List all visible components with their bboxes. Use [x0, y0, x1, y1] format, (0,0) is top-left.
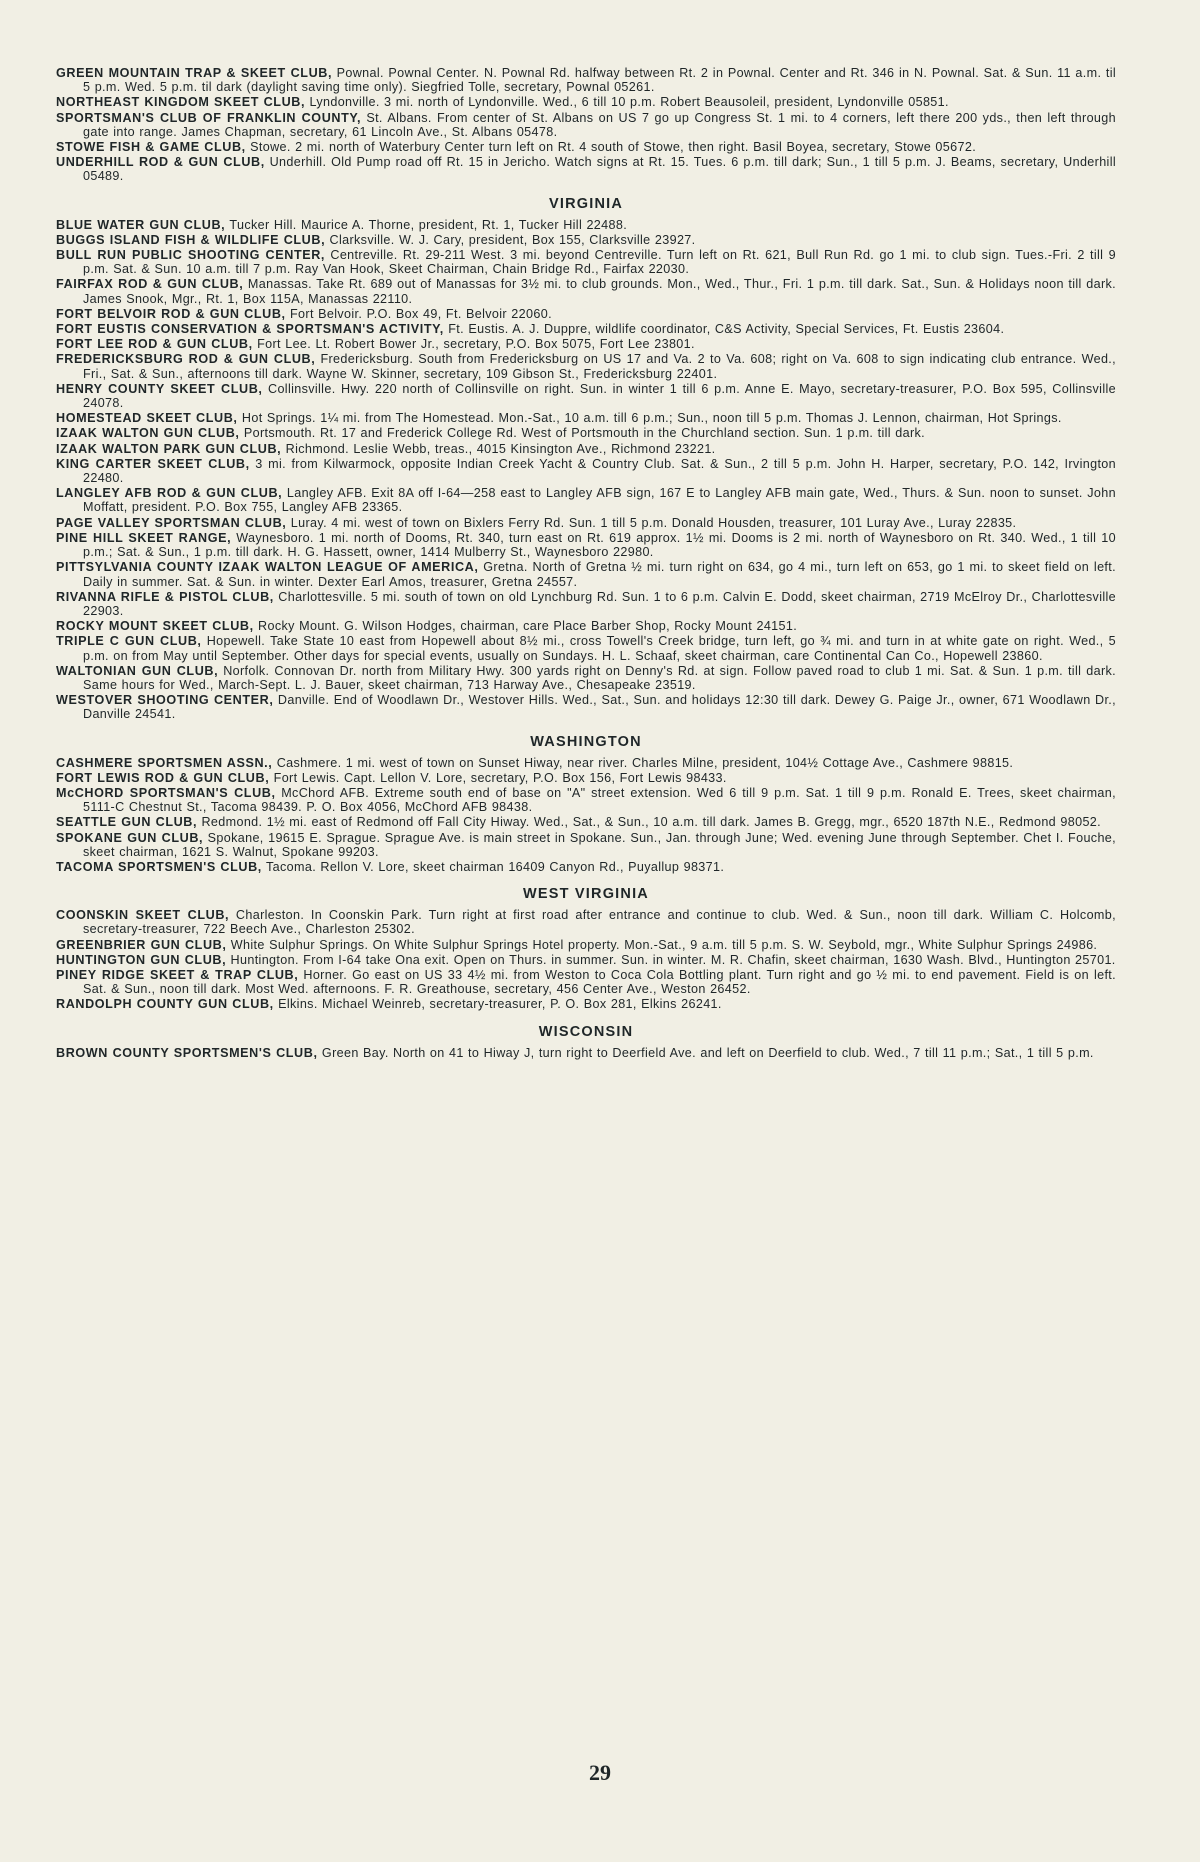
- club-details: Huntington. From I-64 take Ona exit. Open on Thurs. in summer. Sun. in winter. M. R. Chafin, skeet chairman, 1630 Wash. Blvd., Huntington 25701.: [230, 952, 1116, 967]
- club-entry: [56, 233, 1116, 247]
- state-heading: WISCONSIN: [538, 1023, 634, 1040]
- club-name: PAGE VALLEY SPORTSMAN CLUB,: [56, 515, 287, 530]
- club-entry: [56, 771, 1116, 785]
- club-details: Underhill. Old Pump road off Rt. 15 in Jericho. Watch signs at Rt. 15. Tues. 6 p.m. till dark; Sun., 1 till 5 p.m. J. Beams, secretary, Underhill 05489.: [83, 155, 1116, 184]
- club-entry: [56, 248, 1116, 276]
- state-heading: WASHINGTON: [530, 733, 642, 750]
- club-details: Norfolk. Connovan Dr. north from Military Hwy. 300 yards right on Denny's Rd. at sign. Follow paved road to club 1 mi. Sat. & Sun. 1 p.m. till dark. Same hours for Wed., March-Sept. L. J. Bauer, skeet chairman, 713 Harway Ave., Chesapeake 23519.: [83, 663, 1116, 692]
- club-details: Fort Lee. Lt. Robert Bower Jr., secretary, P.O. Box 5075, Fort Lee 23801.: [257, 337, 695, 352]
- club-details: Cashmere. 1 mi. west of town on Sunset Hiway, near river. Charles Milne, president, 104½ Cottage Ave., Cashmere 98815.: [276, 755, 1014, 770]
- club-name: RANDOLPH COUNTY GUN CLUB,: [56, 997, 274, 1012]
- club-entry: [56, 111, 1116, 139]
- club-entry: [56, 486, 1116, 514]
- club-details: Langley AFB. Exit 8A off I-64—258 east to Langley AFB sign, 167 E to Langley AFB main gate, Wed., Thurs. & Sun. noon to sunset. John Moffatt, president. P.O. Box 755, Langley AFB 23365.: [83, 486, 1116, 515]
- club-details: White Sulphur Springs. On White Sulphur Springs Hotel property. Mon.-Sat., 9 a.m. till 5 p.m. S. W. Seybold, mgr., White Sulphur Springs 24986.: [230, 937, 1098, 952]
- club-details: Hot Springs. 1¼ mi. from The Homestead. Mon.-Sat., 10 a.m. till 6 p.m.; Sun., noon till 5 p.m. Thomas J. Lennon, chairman, Hot Springs.: [241, 411, 1062, 426]
- club-name: FORT EUSTIS CONSERVATION & SPORTSMAN'S ACTIVITY,: [56, 322, 444, 337]
- club-name: ROCKY MOUNT SKEET CLUB,: [56, 619, 254, 634]
- club-name: STOWE FISH & GAME CLUB,: [56, 140, 246, 155]
- club-entry: [56, 968, 1116, 996]
- club-name: FORT LEE ROD & GUN CLUB,: [56, 337, 253, 352]
- club-entry: [56, 442, 1116, 456]
- club-entry: [56, 352, 1116, 380]
- club-name: COONSKIN SKEET CLUB,: [56, 908, 230, 923]
- club-entry: [56, 531, 1116, 559]
- club-name: PINEY RIDGE SKEET & TRAP CLUB,: [56, 967, 299, 982]
- club-name: FORT LEWIS ROD & GUN CLUB,: [56, 770, 270, 785]
- club-entry: [56, 426, 1116, 440]
- club-name: BROWN COUNTY SPORTSMEN'S CLUB,: [56, 1045, 318, 1060]
- club-name: NORTHEAST KINGDOM SKEET CLUB,: [56, 95, 306, 110]
- club-entry: [56, 218, 1116, 232]
- club-entry: [56, 938, 1116, 952]
- club-entry: [56, 66, 1116, 94]
- club-entry: [56, 95, 1116, 109]
- club-details: Ft. Eustis. A. J. Duppre, wildlife coordinator, C&S Activity, Special Services, Ft. Eustis 23604.: [448, 322, 1005, 337]
- club-name: HOMESTEAD SKEET CLUB,: [56, 411, 238, 426]
- club-details: Charlottesville. 5 mi. south of town on old Lynchburg Rd. Sun. 1 to 6 p.m. Calvin E. Dodd, skeet chairman, 2719 McElroy Dr., Charlottesville 22903.: [83, 589, 1116, 618]
- club-details: Tucker Hill. Maurice A. Thorne, president, Rt. 1, Tucker Hill 22488.: [229, 217, 628, 232]
- club-details: Green Bay. North on 41 to Hiway J, turn right to Deerfield Ave. and left on Deerfield to club. Wed., 7 till 11 p.m.; Sat., 1 till 5 p.m.: [321, 1045, 1094, 1060]
- club-name: HENRY COUNTY SKEET CLUB,: [56, 381, 263, 396]
- club-name: McCHORD SPORTSMAN'S CLUB,: [56, 785, 276, 800]
- club-name: PITTSYLVANIA COUNTY IZAAK WALTON LEAGUE OF AMERICA,: [56, 560, 479, 575]
- club-details: Centreville. Rt. 29-211 West. 3 mi. beyond Centreville. Turn left on Rt. 621, Bull Run Rd. go 1 mi. to club sign. Tues.-Fri. 2 till 9 p.m. Sat. & Sun. 10 a.m. till 7 p.m. Ray Van Hook, Skeet Chairman, Chain Bridge Rd., Fairfax 22030.: [83, 248, 1116, 277]
- club-entry: [56, 908, 1116, 936]
- club-details: Elkins. Michael Weinreb, secretary-treasurer, P. O. Box 281, Elkins 26241.: [278, 997, 722, 1012]
- club-details: Clarksville. W. J. Cary, president, Box 155, Clarksville 23927.: [329, 232, 696, 247]
- club-name: IZAAK WALTON GUN CLUB,: [56, 426, 240, 441]
- club-entry: [56, 860, 1116, 874]
- club-name: UNDERHILL ROD & GUN CLUB,: [56, 155, 265, 170]
- club-entry: [56, 382, 1116, 410]
- club-details: Stowe. 2 mi. north of Waterbury Center turn left on Rt. 4 south of Stowe, then right. Basil Boyea, secretary, Stowe 05672.: [250, 140, 977, 155]
- club-details: Fort Lewis. Capt. Lellon V. Lore, secretary, P.O. Box 156, Fort Lewis 98433.: [273, 770, 727, 785]
- club-entry: [56, 322, 1116, 336]
- club-details: Danville. End of Woodlawn Dr., Westover Hills. Wed., Sat., Sun. and holidays 12:30 till dark. Dewey G. Paige Jr., owner, 671 Woodlawn Dr., Danville 24541.: [83, 693, 1116, 722]
- club-details: Waynesboro. 1 mi. north of Dooms, Rt. 340, turn east on Rt. 619 approx. 1½ mi. Dooms is 2 mi. north of Waynesboro on Rt. 340. Wed., 1 till 10 p.m.; Sat. & Sun., 1 p.m. till dark. H. G. Hassett, owner, 1414 Mulberry St., Waynesboro 22980.: [83, 530, 1116, 560]
- club-entry: [56, 560, 1116, 588]
- club-name: WESTOVER SHOOTING CENTER,: [56, 693, 274, 708]
- club-details: Richmond. Leslie Webb, treas., 4015 Kinsington Ave., Richmond 23221.: [285, 441, 716, 456]
- club-details: Collinsville. Hwy. 220 north of Collinsville on right. Sun. in winter 1 till 6 p.m. Anne E. Mayo, secretary-treasurer, P.O. Box 595, Collinsville 24078.: [83, 381, 1116, 411]
- club-name: BUGGS ISLAND FISH & WILDLIFE CLUB,: [56, 232, 326, 247]
- club-name: WALTONIAN GUN CLUB,: [56, 663, 219, 678]
- state-section: [56, 196, 1116, 722]
- club-name: LANGLEY AFB ROD & GUN CLUB,: [56, 486, 283, 501]
- club-name: SPORTSMAN'S CLUB OF FRANKLIN COUNTY,: [56, 110, 362, 125]
- club-name: TACOMA SPORTSMEN'S CLUB,: [56, 859, 262, 874]
- club-name: CASHMERE SPORTSMEN ASSN.,: [56, 755, 273, 770]
- state-section: [56, 734, 1116, 875]
- club-name: HUNTINGTON GUN CLUB,: [56, 952, 227, 967]
- club-entry: [56, 693, 1116, 721]
- state-heading: WEST VIRGINIA: [523, 886, 649, 903]
- club-entry: [56, 815, 1116, 829]
- club-details: 3 mi. from Kilwarmock, opposite Indian Creek Yacht & Country Club. Sat. & Sun., 2 till 5 p.m. John H. Harper, secretary, P.O. 142, Irvington 22480.: [83, 456, 1116, 486]
- club-entry: [56, 786, 1116, 814]
- club-details: Manassas. Take Rt. 689 out of Manassas for 3½ mi. to club grounds. Mon., Wed., Thur., Fri. 1 p.m. till dark. Sat., Sun. & Holidays noon till dark. James Snook, Mgr., Rt. 1, Box 115A, Manassas 22110.: [83, 277, 1116, 306]
- club-entry: [56, 277, 1116, 305]
- club-details: Fort Belvoir. P.O. Box 49, Ft. Belvoir 22060.: [290, 306, 552, 321]
- club-entry: [56, 155, 1116, 183]
- club-details: Fredericksburg. South from Fredericksburg on US 17 and Va. 2 to Va. 608; right on Va. 608 to sign indicating club entrance. Wed., Fri., Sat. & Sun., afternoons till dark. Wayne W. Skinner, secretary, 109 Gibson St., Fredericksburg 22401.: [83, 352, 1116, 381]
- club-details: McChord AFB. Extreme south end of base on "A" street extension. Wed 6 till 9 p.m. Sat. 1 till 9 p.m. Ronald E. Trees, skeet chairman, 5111-C Chestnut St., Tacoma 98439. P. O. Box 4056, McChord AFB 98438.: [83, 785, 1116, 815]
- state-section: [56, 66, 1116, 184]
- club-entry: [56, 307, 1116, 321]
- club-name: SPOKANE GUN CLUB,: [56, 830, 204, 845]
- club-name: PINE HILL SKEET RANGE,: [56, 530, 232, 545]
- club-details: Horner. Go east on US 33 4½ mi. from Weston to Coca Cola Bottling plant. Turn right and go ½ mi. to end pavement. Field is on left. Sat. & Sun., noon till dark. Most Wed. afternoons. F. R. Greathouse, secretary, 456 Center Ave., Weston 26452.: [83, 967, 1116, 997]
- club-name: SEATTLE GUN CLUB,: [56, 815, 198, 830]
- club-entry: [56, 1046, 1116, 1060]
- club-entry: [56, 831, 1116, 859]
- club-details: Redmond. 1½ mi. east of Redmond off Fall City Hiway. Wed., Sat., & Sun., 10 a.m. till dark. James B. Gregg, mgr., 6520 187th N.E., Redmond 98052.: [201, 815, 1102, 830]
- club-name: FAIRFAX ROD & GUN CLUB,: [56, 277, 244, 292]
- page-number: 29: [589, 1760, 611, 1785]
- club-name: FORT BELVOIR ROD & GUN CLUB,: [56, 306, 286, 321]
- club-name: GREEN MOUNTAIN TRAP & SKEET CLUB,: [56, 66, 333, 80]
- club-name: GREENBRIER GUN CLUB,: [56, 937, 227, 952]
- state-section: [56, 1024, 1116, 1060]
- club-entry: [56, 664, 1116, 692]
- club-details: Portsmouth. Rt. 17 and Frederick College Rd. West of Portsmouth in the Churchland section. Sun. 1 p.m. till dark.: [243, 426, 926, 441]
- club-entry: [56, 756, 1116, 770]
- club-details: Spokane, 19615 E. Sprague. Sprague Ave. is main street in Spokane. Sun., Jan. through June; Wed. evening June through September. Chet I. Fouche, skeet chairman, 1621 S. Walnut, Spokane 99203.: [83, 830, 1116, 859]
- club-details: St. Albans. From center of St. Albans on US 7 go up Congress St. 1 mi. to 4 corners, left there 200 yds., then left through gate into range. James Chapman, secretary, 61 Lincoln Ave., St. Albans 05478.: [83, 110, 1116, 139]
- club-details: Pownal. Pownal Center. N. Pownal Rd. halfway between Rt. 2 in Pownal. Center and Rt. 346 in N. Pownal. Sat. & Sun. 11 a.m. til 5 p.m. Wed. 5 p.m. til dark (daylight saving time only). Siegfried Tolle, secretary, Pownal 05261.: [83, 66, 1116, 95]
- state-heading: VIRGINIA: [548, 195, 624, 212]
- club-details: Charleston. In Coonskin Park. Turn right at first road after entrance and continue to club. Wed. & Sun., noon till dark. William C. Holcomb, secretary-treasurer, 722 Beech Ave., Charleston 25302.: [83, 908, 1116, 937]
- club-name: RIVANNA RIFLE & PISTOL CLUB,: [56, 589, 274, 604]
- club-name: FREDERICKSBURG ROD & GUN CLUB,: [56, 352, 316, 367]
- club-details: Hopewell. Take State 10 east from Hopewell about 8½ mi., cross Towell's Creek bridge, turn left, go ¾ mi. and turn in at white gate on right. Wed., 5 p.m. on from May until September. Other days for special events, usually on Sundays. H. L. Schaaf, skeet chairman, care Continental Can Co., Hopewell 23860.: [83, 634, 1116, 663]
- club-entry: [56, 953, 1116, 967]
- club-entry: [56, 516, 1116, 530]
- club-name: IZAAK WALTON PARK GUN CLUB,: [56, 441, 282, 456]
- club-entry: [56, 634, 1116, 662]
- club-entry: [56, 997, 1116, 1011]
- club-details: Lyndonville. 3 mi. north of Lyndonville. Wed., 6 till 10 p.m. Robert Beausoleil, president, Lyndonville 05851.: [309, 95, 949, 110]
- club-name: BULL RUN PUBLIC SHOOTING CENTER,: [56, 248, 326, 263]
- club-name: BLUE WATER GUN CLUB,: [56, 217, 226, 232]
- club-entry: [56, 411, 1116, 425]
- state-section: [56, 886, 1116, 1011]
- club-directory: [56, 66, 1116, 1060]
- club-name: TRIPLE C GUN CLUB,: [56, 634, 202, 649]
- club-entry: [56, 590, 1116, 618]
- club-name: KING CARTER SKEET CLUB,: [56, 456, 250, 471]
- club-entry: [56, 619, 1116, 633]
- club-entry: [56, 337, 1116, 351]
- club-details: Rocky Mount. G. Wilson Hodges, chairman, care Place Barber Shop, Rocky Mount 24151.: [258, 619, 798, 634]
- club-entry: [56, 140, 1116, 154]
- club-entry: [56, 457, 1116, 485]
- club-details: Luray. 4 mi. west of town on Bixlers Ferry Rd. Sun. 1 till 5 p.m. Donald Housden, treasurer, 101 Luray Ave., Luray 22835.: [290, 515, 1017, 530]
- club-details: Tacoma. Rellon V. Lore, skeet chairman 16409 Canyon Rd., Puyallup 98371.: [266, 859, 725, 874]
- club-details: Gretna. North of Gretna ½ mi. turn right on 634, go 4 mi., turn left on 653, go 1 mi. to skeet field on left. Daily in summer. Sat. & Sun. in winter. Dexter Earl Amos, treasurer, Gretna 24557.: [83, 560, 1116, 589]
